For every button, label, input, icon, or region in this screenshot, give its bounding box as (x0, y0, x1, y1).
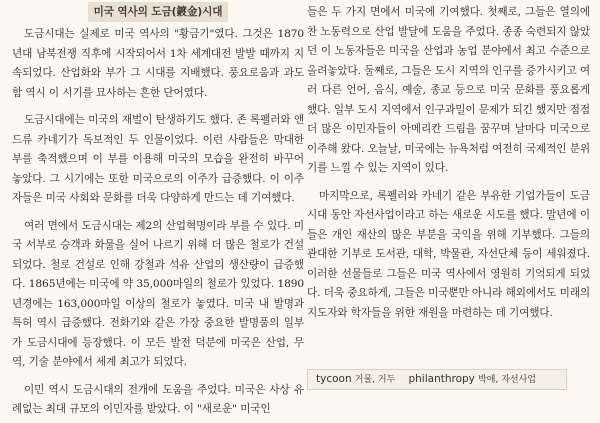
glossary-box (307, 369, 567, 390)
paragraph: 이민 역시 도금시대의 전개에 도움을 주었다. 미국은 사상 유례없는 최대 규모의 이민자를 받았다. 이 "새로운" 미국인 (12, 383, 304, 415)
title-wrap (12, 2, 304, 22)
glossary-term: philanthropy (408, 373, 475, 385)
paragraph: 여러 면에서 도금시대는 제2의 산업혁명이라 부를 수 있다. 미국 서부로 승객과 화물을 실어 나르기 위해 더 많은 철로가 건설되었다. 철로 건설로 인해 강철과 석유 산업의 생산량이 급증했다. 1865년에는 미국에 약 35,000마일의 철로가 있었다. 1890년경에는 163,000마일 이상의 철로가 놓였다. 미국 내 발명과 특허 역시 급증했다. 전화기와 같은 가장 중요한 발명품의 일부가 도금시대에 등장했다. 이 모든 발전 덕분에 미국은 산업, 무역, 기술 분야에서 세계 최고가 되었다. (12, 219, 304, 368)
paragraph: 들은 두 가지 면에서 미국에 기여했다. 첫째로, 그들은 열의에 찬 노동력으로 산업 발달에 도움을 주었다. 종종 숙련되지 않았던 이 노동자들은 미국을 산업과 농업 분야에서 최고 수준으로 올려놓았다. 둘째로, 그들은 도시 지역의 인구를 증가시키고 여러 다른 언어, 음식, 예술, 종교 등으로 미국 문화를 풍요롭게 했다. 일부 도시 지역에서 인구과밀이 문제가 되긴 했지만 점점 더 많은 이민자들이 아메리칸 드림을 꿈꾸며 날마다 미국으로 이주해 왔다. 오늘날, 미국에는 뉴욕처럼 여전히 국제적인 분위기를 느낄 수 있는 지역이 있다. (307, 6, 590, 174)
paragraph: 마지막으로, 록펠러와 카네기 같은 부유한 기업가들이 도금시대 동안 자선사업이라고 하는 새로운 시도를 했다. 말년에 이들은 개인 재산의 많은 부분을 국익을 위해 기부했다. 그들의 관대한 기부로 도서관, 대학, 박물관, 자선단체 등이 세워졌다. 이러한 선물들로 그들은 미국 역사에서 영원히 기억되게 되었다. 더욱 중요하게, 그들은 미국뿐만 아니라 해외에서도 미래의 지도자와 학자들을 위한 재원을 마련하는 데 기여했다. (307, 189, 590, 319)
paragraph: 도금시대는 실제로 미국 역사의 "황금기"였다. 그것은 1870년대 남북전쟁 직후에 시작되어서 1차 세계대전 발발 때까지 지속되었다. 산업화와 부가 그 시대를 지배했다. 풍요로움과 과도함 역시 이 시기를 묘사하는 흔한 단어였다. (12, 28, 304, 99)
glossary-term: tycoon (316, 373, 352, 385)
paragraph: 도금시대에는 미국의 재벌이 탄생하기도 했다. 존 록펠러와 앤드류 카네기가 독보적인 두 인물이었다. 이런 사람들은 막대한 부를 축적했으며 이 부를 이용해 미국의 모습을 완전히 바꾸어 놓았다. 그 시기에는 또한 미국으로의 이주가 급증했다. 이 이주자들은 미국 사회와 문화를 더욱 다양하게 만드는 데 기여했다. (12, 114, 304, 204)
article-title: 미국 역사의 도금(鍍金)시대 (88, 2, 229, 22)
left-column (12, 0, 304, 420)
right-column (307, 3, 590, 323)
glossary-definition: 거물, 거두 (354, 375, 396, 385)
glossary-definition: 박애, 자선사업 (478, 375, 536, 385)
